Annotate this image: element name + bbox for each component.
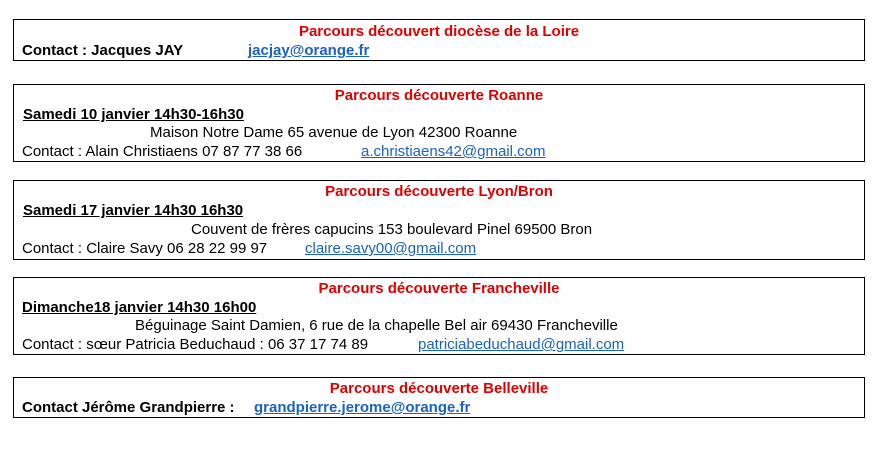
- event-box-loire: [13, 19, 865, 61]
- event-box-francheville: [13, 277, 865, 355]
- event-title-bron: Parcours découverte Lyon/Bron: [325, 183, 553, 200]
- email-link-belleville[interactable]: grandpierre.jerome@orange.fr: [254, 399, 471, 416]
- event-box-roanne: [13, 84, 865, 162]
- email-link-roanne[interactable]: a.christiaens42@gmail.com: [361, 143, 546, 160]
- email-link-bron[interactable]: claire.savy00@gmail.com: [305, 240, 477, 257]
- event-date-francheville: Dimanche18 janvier 14h30 16h00: [22, 299, 257, 316]
- contact-label-loire: Contact : Jacques JAY: [22, 42, 184, 59]
- event-title-francheville: Parcours découverte Francheville: [318, 280, 560, 297]
- contact-francheville: Contact : sœur Patricia Beduchaud : 06 37 17 74 89: [22, 336, 369, 353]
- event-box-belleville: [13, 377, 865, 418]
- email-link-francheville[interactable]: patriciabeduchaud@gmail.com: [418, 336, 625, 353]
- event-address-bron: Couvent de frères capucins 153 boulevard Pinel 69500 Bron: [191, 221, 593, 238]
- event-address-francheville: Béguinage Saint Damien, 6 rue de la chapelle Bel air 69430 Francheville: [135, 317, 618, 334]
- event-title-loire: Parcours découvert diocèse de la Loire: [298, 23, 580, 40]
- event-address-roanne: Maison Notre Dame 65 avenue de Lyon 42300 Roanne: [150, 124, 518, 141]
- contact-roanne: Contact : Alain Christiaens 07 87 77 38 66: [22, 143, 303, 160]
- event-date-roanne: Samedi 10 janvier 14h30-16h30: [23, 106, 244, 123]
- contact-bron: Contact : Claire Savy 06 28 22 99 97: [22, 240, 268, 257]
- event-title-roanne: Parcours découverte Roanne: [334, 87, 544, 104]
- event-title-belleville: Parcours découverte Belleville: [329, 380, 549, 397]
- event-date-bron: Samedi 17 janvier 14h30 16h30: [23, 202, 244, 219]
- contact-label-belleville: Contact Jérôme Grandpierre :: [22, 399, 235, 416]
- event-box-bron: [13, 180, 865, 260]
- email-link-loire[interactable]: jacjay@orange.fr: [248, 42, 370, 59]
